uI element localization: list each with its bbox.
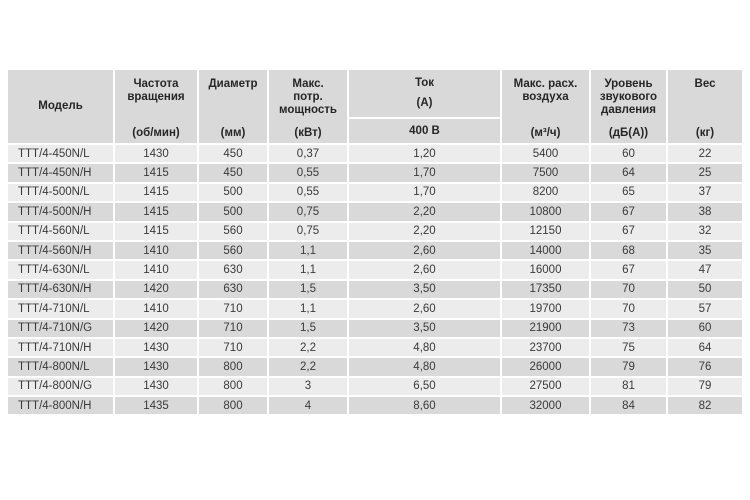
value-cell-airflow: 32000 [502, 397, 589, 414]
value-cell-current: 1,70 [349, 164, 500, 181]
model-cell: ТТТ/4-800N/L [8, 358, 113, 375]
value-cell-noise: 68 [591, 242, 666, 259]
value-cell-speed: 1430 [115, 358, 197, 375]
value-cell-airflow: 26000 [502, 358, 589, 375]
value-cell-speed: 1410 [115, 242, 197, 259]
value-cell-weight: 25 [668, 164, 742, 181]
value-cell-weight: 79 [668, 378, 742, 395]
value-cell-diameter: 450 [199, 145, 267, 162]
table-row [8, 164, 742, 181]
table-body [8, 145, 742, 414]
table-row [8, 184, 742, 201]
value-cell-diameter: 710 [199, 339, 267, 356]
value-cell-noise: 67 [591, 223, 666, 240]
header-cell-model [8, 70, 113, 143]
table-row [8, 261, 742, 278]
value-cell-diameter: 800 [199, 358, 267, 375]
header-label-line: мощность [279, 104, 337, 116]
header-label-line: давления [601, 104, 656, 116]
table-row [8, 145, 742, 162]
header-label-line: потр. [293, 91, 323, 103]
value-cell-power: 1,1 [269, 261, 347, 278]
header-subheader-current: 400 В [349, 119, 500, 143]
value-cell-airflow: 23700 [502, 339, 589, 356]
model-cell: ТТТ/4-630N/L [8, 261, 113, 278]
value-cell-current: 3,50 [349, 320, 500, 337]
value-cell-noise: 64 [591, 164, 666, 181]
model-cell: ТТТ/4-450N/H [8, 164, 113, 181]
value-cell-noise: 70 [591, 281, 666, 298]
header-label-power [269, 70, 347, 119]
header-label-current [349, 70, 500, 117]
value-cell-diameter: 450 [199, 164, 267, 181]
value-cell-noise: 75 [591, 339, 666, 356]
value-cell-weight: 37 [668, 184, 742, 201]
value-cell-airflow: 21900 [502, 320, 589, 337]
model-cell: ТТТ/4-710N/G [8, 320, 113, 337]
header-unit-diameter: (мм) [220, 126, 246, 139]
table-row [8, 223, 742, 240]
value-cell-current: 2,60 [349, 261, 500, 278]
value-cell-airflow: 10800 [502, 203, 589, 220]
header-label-line: Уровень [604, 78, 653, 90]
value-cell-airflow: 7500 [502, 164, 589, 181]
value-cell-speed: 1415 [115, 223, 197, 240]
value-cell-airflow: 5400 [502, 145, 589, 162]
header-label-line: Макс. [292, 78, 324, 90]
model-cell: ТТТ/4-560N/L [8, 223, 113, 240]
header-unit-speed: (об/мин) [132, 126, 180, 139]
value-cell-weight: 38 [668, 203, 742, 220]
value-cell-diameter: 630 [199, 281, 267, 298]
value-cell-speed: 1430 [115, 145, 197, 162]
value-cell-power: 3 [269, 378, 347, 395]
header-cell-speed [115, 70, 197, 143]
value-cell-weight: 50 [668, 281, 742, 298]
header-label-diameter [199, 70, 267, 119]
value-cell-weight: 47 [668, 261, 742, 278]
table-header-row [8, 70, 742, 143]
value-cell-diameter: 560 [199, 242, 267, 259]
table-row [8, 378, 742, 395]
value-cell-power: 0,37 [269, 145, 347, 162]
header-label-line: вращения [127, 91, 185, 103]
header-label-line: Модель [38, 100, 83, 112]
value-cell-power: 0,55 [269, 184, 347, 201]
value-cell-current: 2,20 [349, 223, 500, 240]
value-cell-power: 2,2 [269, 358, 347, 375]
value-cell-noise: 67 [591, 203, 666, 220]
header-label-speed [115, 70, 197, 119]
value-cell-diameter: 710 [199, 320, 267, 337]
header-unit-noise: (дБ(А)) [608, 126, 649, 139]
value-cell-current: 2,20 [349, 203, 500, 220]
value-cell-speed: 1415 [115, 203, 197, 220]
model-cell: ТТТ/4-500N/H [8, 203, 113, 220]
value-cell-airflow: 16000 [502, 261, 589, 278]
value-cell-airflow: 8200 [502, 184, 589, 201]
value-cell-speed: 1415 [115, 184, 197, 201]
model-cell: ТТТ/4-560N/H [8, 242, 113, 259]
header-label-line: звукового [599, 91, 658, 103]
value-cell-noise: 60 [591, 145, 666, 162]
header-label-model [8, 100, 113, 113]
header-label-weight [668, 70, 742, 119]
value-cell-weight: 60 [668, 320, 742, 337]
value-cell-current: 1,20 [349, 145, 500, 162]
value-cell-speed: 1410 [115, 300, 197, 317]
value-cell-power: 0,55 [269, 164, 347, 181]
value-cell-weight: 82 [668, 397, 742, 414]
header-unit-weight: (кг) [695, 126, 715, 139]
header-label-line: Ток [414, 77, 435, 89]
value-cell-current: 2,60 [349, 300, 500, 317]
value-cell-diameter: 710 [199, 300, 267, 317]
value-cell-noise: 65 [591, 184, 666, 201]
header-unit-current: (А) [416, 97, 433, 109]
model-cell: ТТТ/4-800N/H [8, 397, 113, 414]
table-row [8, 281, 742, 298]
value-cell-speed: 1430 [115, 339, 197, 356]
value-cell-power: 1,5 [269, 320, 347, 337]
value-cell-speed: 1430 [115, 378, 197, 395]
table-row [8, 203, 742, 220]
model-cell: ТТТ/4-630N/H [8, 281, 113, 298]
value-cell-current: 1,70 [349, 184, 500, 201]
value-cell-speed: 1420 [115, 320, 197, 337]
value-cell-power: 2,2 [269, 339, 347, 356]
header-label-line: Макс. расх. [513, 78, 578, 90]
header-label-line: Частота [133, 78, 179, 90]
value-cell-speed: 1415 [115, 164, 197, 181]
header-label-noise [591, 70, 666, 119]
value-cell-airflow: 14000 [502, 242, 589, 259]
value-cell-current: 4,80 [349, 339, 500, 356]
value-cell-noise: 79 [591, 358, 666, 375]
value-cell-speed: 1435 [115, 397, 197, 414]
value-cell-speed: 1420 [115, 281, 197, 298]
value-cell-noise: 84 [591, 397, 666, 414]
value-cell-noise: 81 [591, 378, 666, 395]
value-cell-current: 4,80 [349, 358, 500, 375]
value-cell-current: 2,60 [349, 242, 500, 259]
header-label-line: воздуха [522, 91, 569, 103]
header-cell-current [349, 70, 500, 143]
model-cell: ТТТ/4-800N/G [8, 378, 113, 395]
header-cell-noise [591, 70, 666, 143]
table-row [8, 358, 742, 375]
value-cell-weight: 22 [668, 145, 742, 162]
value-cell-airflow: 27500 [502, 378, 589, 395]
value-cell-weight: 35 [668, 242, 742, 259]
value-cell-diameter: 500 [199, 203, 267, 220]
header-unit-power: (кВт) [294, 126, 322, 139]
model-cell: ТТТ/4-710N/L [8, 300, 113, 317]
header-unit-airflow: (м³/ч) [530, 126, 561, 139]
value-cell-weight: 76 [668, 358, 742, 375]
table-row [8, 339, 742, 356]
value-cell-diameter: 560 [199, 223, 267, 240]
model-cell: ТТТ/4-500N/L [8, 184, 113, 201]
value-cell-power: 4 [269, 397, 347, 414]
table-row [8, 242, 742, 259]
value-cell-power: 0,75 [269, 223, 347, 240]
value-cell-noise: 73 [591, 320, 666, 337]
fan-specifications-table [8, 70, 742, 414]
value-cell-airflow: 17350 [502, 281, 589, 298]
value-cell-diameter: 800 [199, 378, 267, 395]
value-cell-airflow: 19700 [502, 300, 589, 317]
table-row [8, 320, 742, 337]
header-label-airflow [502, 70, 589, 119]
model-cell: ТТТ/4-450N/L [8, 145, 113, 162]
value-cell-weight: 57 [668, 300, 742, 317]
value-cell-weight: 64 [668, 339, 742, 356]
header-cell-airflow [502, 70, 589, 143]
value-cell-power: 1,5 [269, 281, 347, 298]
value-cell-power: 0,75 [269, 203, 347, 220]
value-cell-diameter: 800 [199, 397, 267, 414]
value-cell-speed: 1410 [115, 261, 197, 278]
value-cell-noise: 67 [591, 261, 666, 278]
header-label-line: Вес [694, 78, 716, 90]
value-cell-power: 1,1 [269, 300, 347, 317]
value-cell-diameter: 630 [199, 261, 267, 278]
table-row [8, 397, 742, 414]
value-cell-current: 3,50 [349, 281, 500, 298]
table-row [8, 300, 742, 317]
header-label-line: Диаметр [208, 78, 258, 90]
header-cell-diameter [199, 70, 267, 143]
value-cell-power: 1,1 [269, 242, 347, 259]
value-cell-noise: 70 [591, 300, 666, 317]
model-cell: ТТТ/4-710N/H [8, 339, 113, 356]
value-cell-current: 8,60 [349, 397, 500, 414]
header-cell-power [269, 70, 347, 143]
value-cell-weight: 32 [668, 223, 742, 240]
value-cell-current: 6,50 [349, 378, 500, 395]
value-cell-airflow: 12150 [502, 223, 589, 240]
value-cell-diameter: 500 [199, 184, 267, 201]
header-cell-weight [668, 70, 742, 143]
